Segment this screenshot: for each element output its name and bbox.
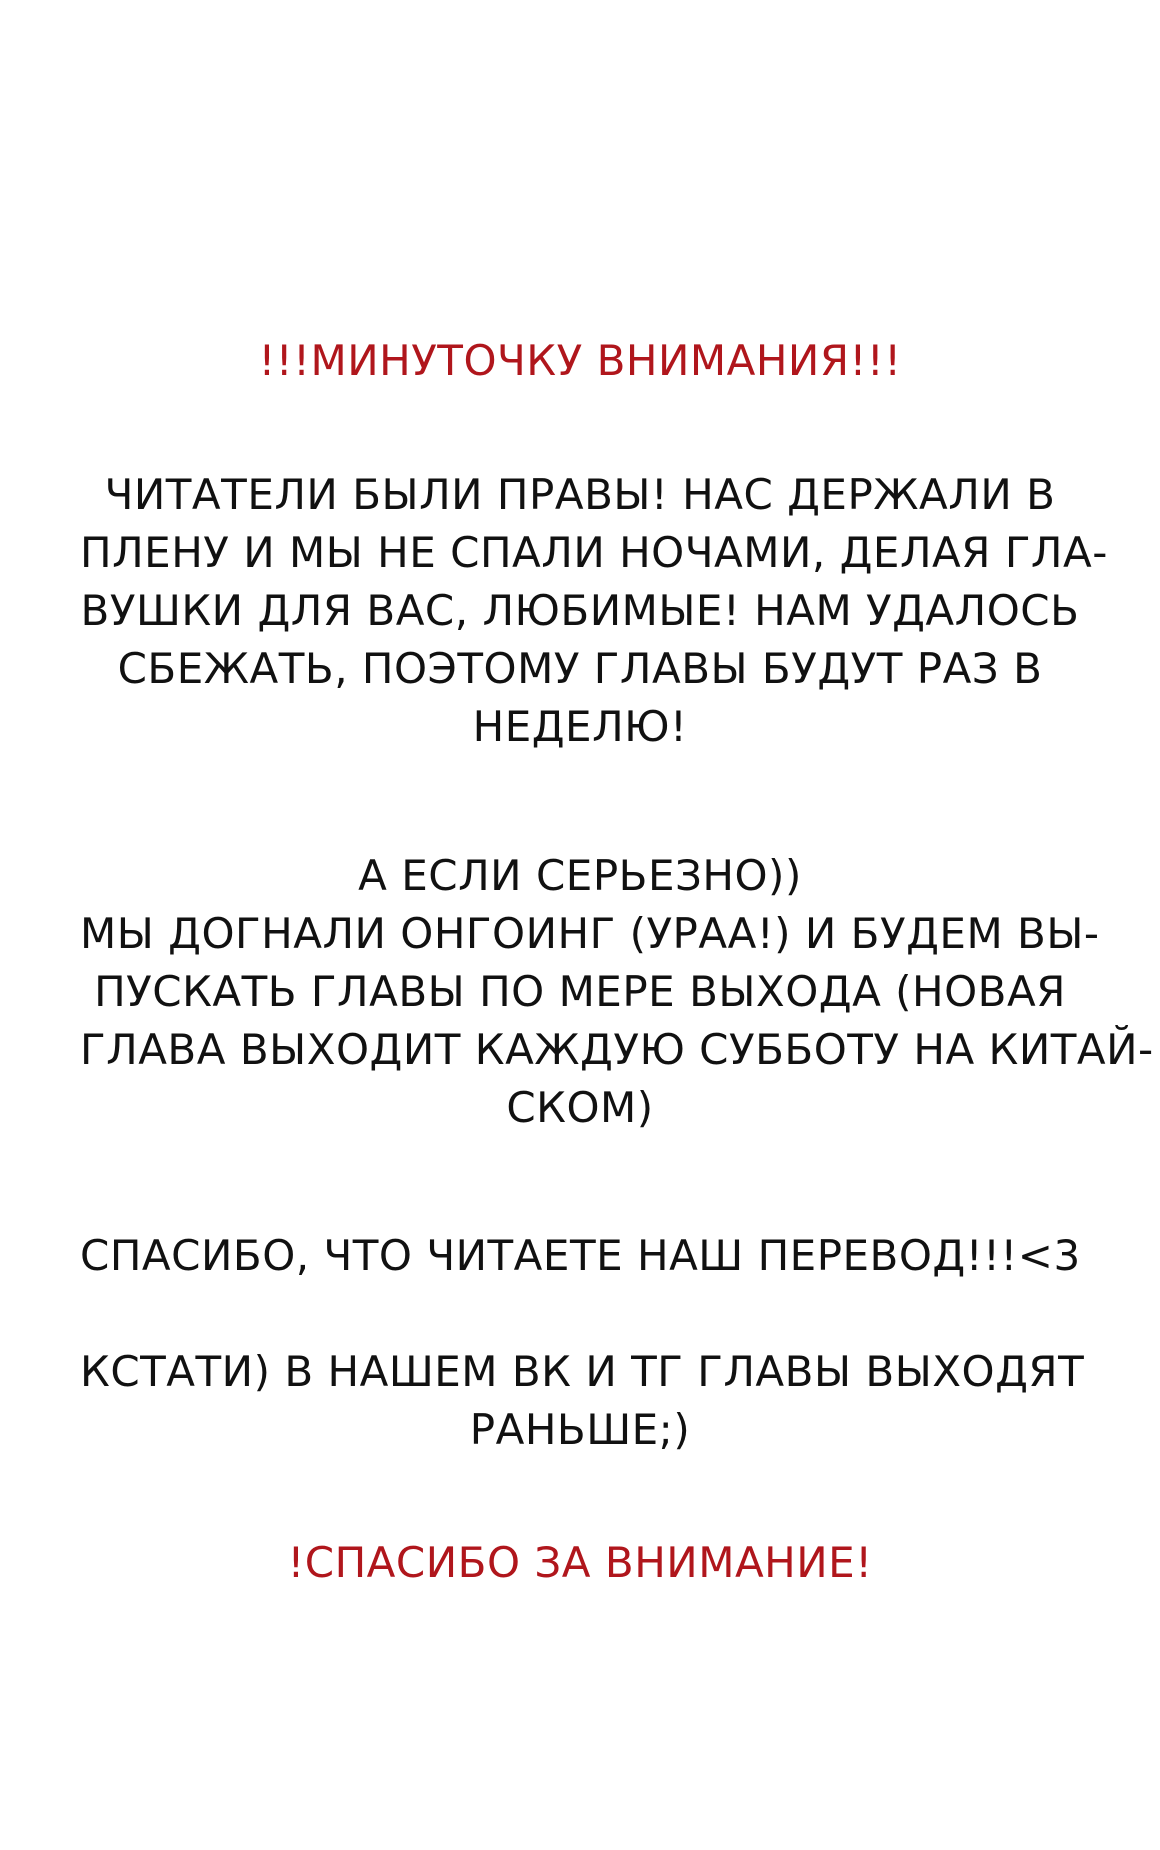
paragraph-line: ГЛАВА ВЫХОДИТ КАЖДУЮ СУББОТУ НА КИТАЙ- <box>80 1025 1154 1074</box>
paragraph-line: ПУСКАТЬ ГЛАВЫ ПО МЕРЕ ВЫХОДА (НОВАЯ <box>94 967 1066 1016</box>
paragraph-line: НЕДЕЛЮ! <box>472 702 688 751</box>
paragraph-thanks <box>80 1227 1080 1285</box>
paragraph-line: А ЕСЛИ СЕРЬЕЗНО)) <box>358 851 802 900</box>
paragraph-line: СБЕЖАТЬ, ПОЭТОМУ ГЛАВЫ БУДУТ РАЗ В <box>117 644 1043 693</box>
paragraph-weekly-chapters <box>80 466 1108 756</box>
heading-attention <box>80 332 1080 390</box>
paragraph-ongoing <box>80 847 1154 1137</box>
paragraph-line: ЧИТАТЕЛИ БЫЛИ ПРАВЫ! НАС ДЕРЖАЛИ В <box>104 470 1056 519</box>
paragraph-line: КСТАТИ) В НАШЕМ ВК И ТГ ГЛАВЫ ВЫХОДЯТ <box>80 1347 1085 1396</box>
paragraph-vk-tg <box>80 1343 1085 1459</box>
paragraph-line: ПЛЕНУ И МЫ НЕ СПАЛИ НОЧАМИ, ДЕЛАЯ ГЛА- <box>80 528 1108 577</box>
paragraph-line: РАНЬШЕ;) <box>469 1405 691 1454</box>
paragraph-line: СПАСИБО, ЧТО ЧИТАЕТЕ НАШ ПЕРЕВОД!!!<3 <box>80 1231 1081 1280</box>
paragraph-line: МЫ ДОГНАЛИ ОНГОИНГ (УРАА!) И БУДЕМ ВЫ- <box>80 909 1100 958</box>
heading-attention-text: !!!МИНУТОЧКУ ВНИМАНИЯ!!! <box>258 336 902 385</box>
heading-thanks-text: !СПАСИБО ЗА ВНИМАНИЕ! <box>287 1538 873 1587</box>
paragraph-line: СКОМ) <box>506 1083 654 1132</box>
paragraph-line: ВУШКИ ДЛЯ ВАС, ЛЮБИМЫЕ! НАМ УДАЛОСЬ <box>80 586 1080 635</box>
heading-thanks <box>80 1534 1080 1592</box>
